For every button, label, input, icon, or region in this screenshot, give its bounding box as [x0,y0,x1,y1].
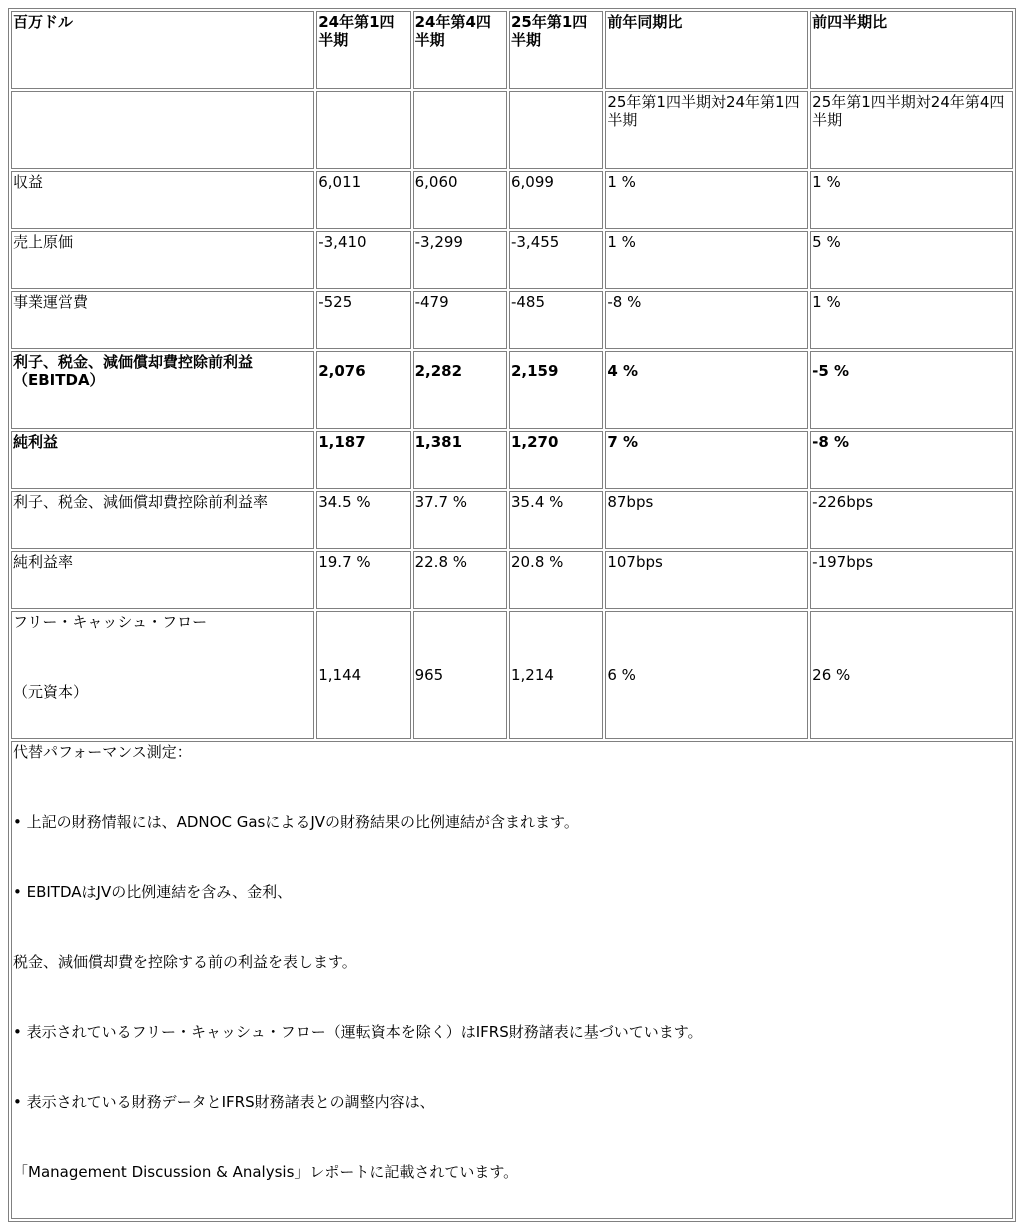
row-label: 利子、税金、減価償却費控除前利益（EBITDA） [11,351,314,429]
cell-yoy: 107bps [605,551,808,609]
subheader-empty-1 [11,91,314,169]
cell-yoy: 7 % [605,431,808,489]
table-row [11,551,1013,609]
subheader-empty-2 [316,91,410,169]
financial-table [8,8,1016,1222]
row-label-sub: （元資本） [13,683,89,701]
cell-q1-25: -485 [509,291,603,349]
row-label: 事業運営費 [11,291,314,349]
table-row [11,171,1013,229]
cell-q1-25: 1,214 [509,611,603,739]
cell-q1-24: -3,410 [316,231,410,289]
subheader-qoq: 25年第1四半期対24年第4四半期 [810,91,1013,169]
cell-q4-24: 965 [413,611,507,739]
notes-line: 「Management Discussion & Analysis」レポートに記載されています。 [13,1163,519,1181]
cell-qoq: -5 % [810,351,1013,429]
cell-qoq: -8 % [810,431,1013,489]
notes-title: 代替パフォーマンス測定： [13,743,192,761]
notes-line: • EBITDAはJVの比例連結を含み、金利、 [13,883,293,901]
cell-yoy: 4 % [605,351,808,429]
notes-row [11,741,1013,1219]
cell-qoq: -197bps [810,551,1013,609]
cell-qoq: 26 % [810,611,1013,739]
header-qoq: 前四半期比 [810,11,1013,89]
header-q1-24: 24年第1四半期 [316,11,410,89]
notes-cell [11,741,1013,1219]
cell-qoq: 1 % [810,291,1013,349]
subheader-empty-4 [509,91,603,169]
cell-qoq: 5 % [810,231,1013,289]
row-label: 純利益 [11,431,314,489]
header-row [11,11,1013,89]
cell-q1-24: 34.5 % [316,491,410,549]
row-label: 売上原価 [11,231,314,289]
cell-q1-24: 2,076 [316,351,410,429]
cell-q1-24: 19.7 % [316,551,410,609]
row-label-main: フリー・キャッシュ・フロー [13,613,208,631]
table-row [11,351,1013,429]
cell-q4-24: 22.8 % [413,551,507,609]
cell-q4-24: -479 [413,291,507,349]
header-yoy: 前年同期比 [605,11,808,89]
cell-q4-24: 2,282 [413,351,507,429]
row-label: 純利益率 [11,551,314,609]
notes-line: • 上記の財務情報には、ADNOC GasによるJVの財務結果の比例連結が含まれます。 [13,813,579,831]
header-q4-24: 24年第4四半期 [413,11,507,89]
cell-q1-25: 35.4 % [509,491,603,549]
cell-yoy: 1 % [605,231,808,289]
cell-q4-24: 37.7 % [413,491,507,549]
table-row [11,231,1013,289]
cell-q1-24: 6,011 [316,171,410,229]
cell-yoy: 6 % [605,611,808,739]
row-label: 収益 [11,171,314,229]
row-label: 利子、税金、減価償却費控除前利益率 [11,491,314,549]
cell-qoq: 1 % [810,171,1013,229]
row-label [11,611,314,739]
notes-line: 税金、減価償却費を控除する前の利益を表します。 [13,953,357,971]
cell-qoq: -226bps [810,491,1013,549]
subheader-yoy: 25年第1四半期対24年第1四半期 [605,91,808,169]
cell-q4-24: 1,381 [413,431,507,489]
table-row [11,291,1013,349]
cell-yoy: 87bps [605,491,808,549]
table-row [11,611,1013,739]
table-row [11,431,1013,489]
header-q1-25: 25年第1四半期 [509,11,603,89]
cell-yoy: 1 % [605,171,808,229]
header-label: 百万ドル [11,11,314,89]
cell-q4-24: -3,299 [413,231,507,289]
cell-q1-25: 2,159 [509,351,603,429]
cell-yoy: -8 % [605,291,808,349]
subheader-empty-3 [413,91,507,169]
notes-line: • 表示されているフリー・キャッシュ・フロー（運転資本を除く）はIFRS財務諸表に基づいています。 [13,1023,703,1041]
notes-line: • 表示されている財務データとIFRS財務諸表との調整内容は、 [13,1093,435,1111]
cell-q1-25: 6,099 [509,171,603,229]
cell-q4-24: 6,060 [413,171,507,229]
subheader-row [11,91,1013,169]
cell-q1-24: -525 [316,291,410,349]
table-row [11,491,1013,549]
cell-q1-25: 20.8 % [509,551,603,609]
cell-q1-24: 1,144 [316,611,410,739]
cell-q1-25: -3,455 [509,231,603,289]
cell-q1-24: 1,187 [316,431,410,489]
cell-q1-25: 1,270 [509,431,603,489]
